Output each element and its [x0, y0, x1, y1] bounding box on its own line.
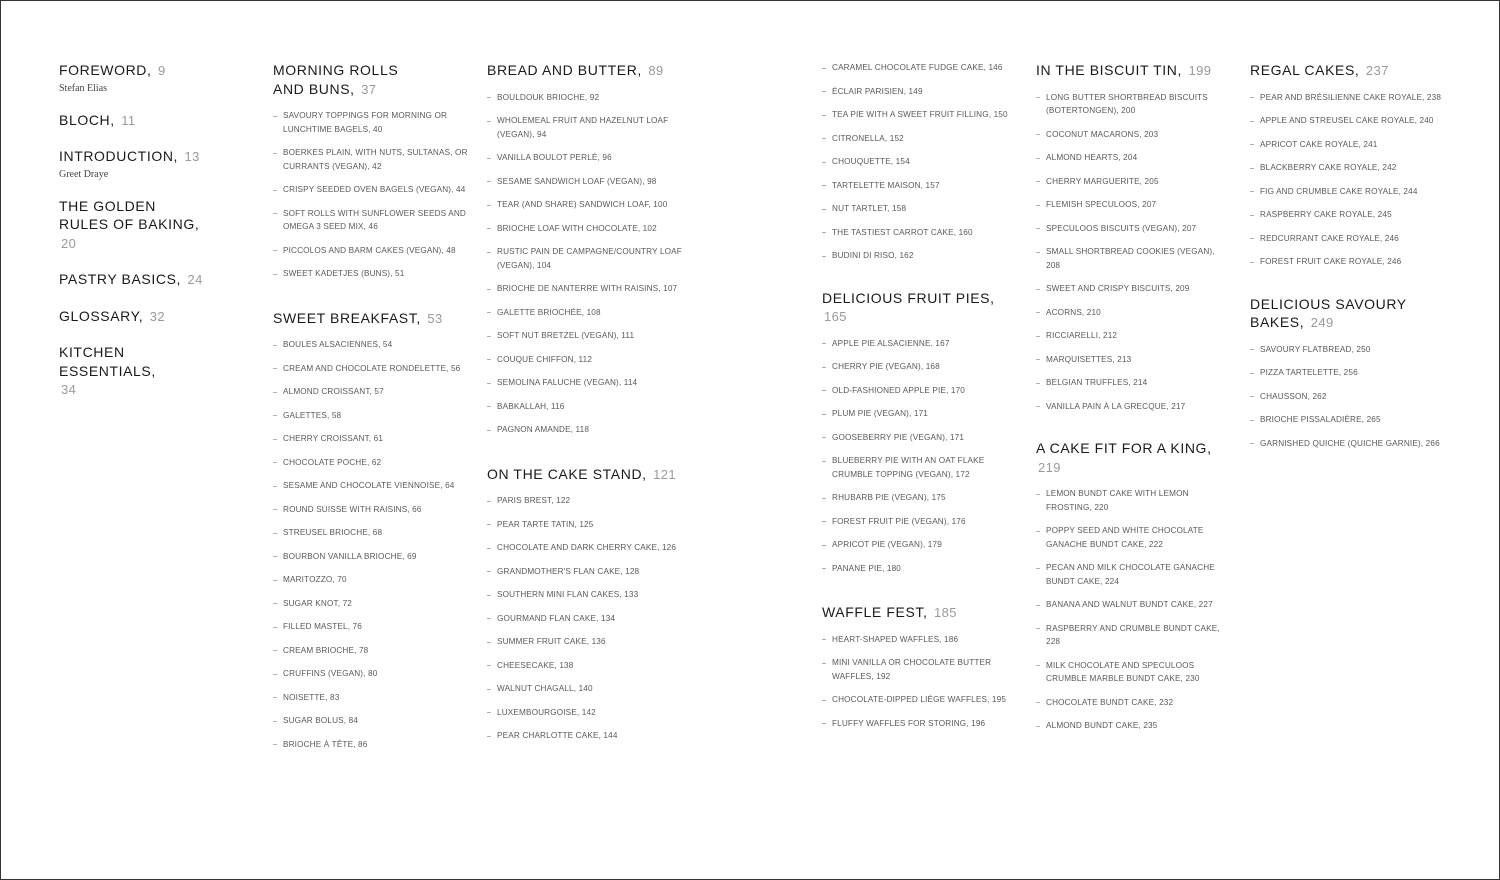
fm-title: THE GOLDEN RULES OF BAKING	[59, 197, 195, 232]
section-title: IN THE BISCUIT TIN	[1036, 62, 1178, 78]
recipe-entry: COCONUT MACARONS, 203	[1036, 128, 1231, 142]
recipe-entry: SPECULOOS BISCUITS (VEGAN), 207	[1036, 222, 1231, 236]
section-regal-cakes: REGAL CAKES, 237 PEAR AND BRÉSILIENNE CAKE ROYALE, 238 APPLE AND STREUSEL CAKE ROYALE, 240 APRICOT CAKE ROYALE, 241 BLACKBERRY CAKE ROYALE, 242 FIG AND CRUMBLE CAKE ROYALE, 244 RASPBERRY CAKE ROYALE, 245 REDCURRANT CAKE ROYALE, 246 FOREST FRUIT CAKE ROYALE, 246	[1250, 61, 1450, 269]
contents-column-5	[1036, 61, 1231, 751]
recipe-entry: SOFT ROLLS WITH SUNFLOWER SEEDS AND OMEGA 3 SEED MIX, 46	[273, 207, 468, 234]
recipe-entry: FOREST FRUIT CAKE ROYALE, 246	[1250, 255, 1450, 269]
recipe-entry: GALETTE BRIOCHÉE, 108	[487, 306, 682, 320]
recipe-entry: STREUSEL BRIOCHE, 68	[273, 526, 468, 540]
section-page: 249	[1310, 315, 1334, 330]
recipe-list	[822, 61, 1017, 263]
recipe-entry: SAVOURY TOPPINGS FOR MORNING OR LUNCHTIME BAGELS, 40	[273, 109, 468, 136]
section-page: 37	[361, 81, 377, 97]
front-matter-column	[59, 61, 249, 417]
recipe-entry: CHOCOLATE POCHE, 62	[273, 456, 468, 470]
recipe-entry: SOFT NUT BRETZEL (VEGAN), 111	[487, 329, 682, 343]
section-title: REGAL CAKES	[1250, 62, 1355, 78]
recipe-entry: RHUBARB PIE (VEGAN), 175	[822, 491, 1017, 505]
recipe-entry: RICCIARELLI, 212	[1036, 329, 1231, 343]
recipe-entry: LEMON BUNDT CAKE WITH LEMON FROSTING, 220	[1036, 487, 1231, 514]
fm-author: Greet Draye	[59, 168, 109, 180]
fm-pastry-basics: PASTRY BASICS, 24	[59, 271, 203, 287]
recipe-entry: CHEESECAKE, 138	[487, 659, 682, 673]
recipe-entry: BRIOCHE À TÊTE, 86	[273, 738, 468, 752]
section-delicious-savoury-bakes: DELICIOUS SAVOURY BAKES, 249 SAVOURY FLATBREAD, 250 PIZZA TARTELETTE, 256 CHAUSSON, 262 BRIOCHE PISSALADIÈRE, 265 GARNISHED QUICHE (QUICHE GARNIE), 266	[1250, 295, 1450, 451]
recipe-entry: CRISPY SEEDED OVEN BAGELS (VEGAN), 44	[273, 183, 468, 197]
section-on-the-cake-stand: ON THE CAKE STAND, 121 PARIS BREST, 122 PEAR TARTE TATIN, 125 CHOCOLATE AND DARK CHERRY CAKE, 126 GRANDMOTHER'S FLAN CAKE, 128 SOUTHERN MINI FLAN CAKES, 133 GOURMAND FLAN CAKE, 134 SUMMER FRUIT CAKE, 136 CHEESECAKE, 138 WALNUT CHAGALL, 140 LUXEMBOURGOISE, 142 PEAR CHARLOTTE CAKE, 144	[487, 465, 682, 743]
recipe-list	[487, 91, 682, 437]
recipe-list	[273, 338, 468, 751]
recipe-entry: VANILLA BOULOT PERLÉ, 96	[487, 151, 682, 165]
recipe-entry: SAVOURY FLATBREAD, 250	[1250, 343, 1450, 357]
section-page: 237	[1365, 63, 1389, 78]
recipe-entry: TEA PIE WITH A SWEET FRUIT FILLING, 150	[822, 108, 1017, 122]
recipe-entry: OLD-FASHIONED APPLE PIE, 170	[822, 384, 1017, 398]
recipe-entry: CHAUSSON, 262	[1250, 390, 1450, 404]
section-page: 219	[1038, 459, 1061, 475]
section-page: 199	[1188, 63, 1212, 78]
recipe-entry: CHOCOLATE-DIPPED LIÈGE WAFFLES, 195	[822, 693, 1017, 707]
fm-kitchen-essentials: KITCHEN ESSENTIALS, 34	[59, 344, 156, 397]
recipe-entry: TARTELETTE MAISON, 157	[822, 179, 1017, 193]
recipe-list	[1250, 343, 1450, 451]
recipe-entry: GRANDMOTHER'S FLAN CAKE, 128	[487, 565, 682, 579]
section-waffle-fest: WAFFLE FEST, 185 HEART-SHAPED WAFFLES, 186 MINI VANILLA OR CHOCOLATE BUTTER WAFFLES, 192 CHOCOLATE-DIPPED LIÈGE WAFFLES, 195 FLUFFY WAFFLES FOR STORING, 196	[822, 603, 1017, 730]
recipe-entry: RASPBERRY AND CRUMBLE BUNDT CAKE, 228	[1036, 622, 1231, 649]
recipe-entry: CRUFFINS (VEGAN), 80	[273, 667, 468, 681]
recipe-entry: APRICOT CAKE ROYALE, 241	[1250, 138, 1450, 152]
section-title: WAFFLE FEST	[822, 604, 923, 620]
fm-title: FOREWORD	[59, 62, 148, 78]
fm-title: KITCHEN ESSENTIALS	[59, 344, 152, 379]
recipe-entry: PEAR AND BRÉSILIENNE CAKE ROYALE, 238	[1250, 91, 1450, 105]
fm-page: 34	[61, 382, 77, 397]
recipe-entry: BELGIAN TRUFFLES, 214	[1036, 376, 1231, 390]
recipe-entry: CHERRY CROISSANT, 61	[273, 432, 468, 446]
recipe-entry: FILLED MASTEL, 76	[273, 620, 468, 634]
recipe-entry: BOULDOUK BRIOCHE, 92	[487, 91, 682, 105]
recipe-entry: CITRONELLA, 152	[822, 132, 1017, 146]
fm-page: 13	[184, 149, 200, 164]
recipe-entry: MILK CHOCOLATE AND SPECULOOS CRUMBLE MARBLE BUNDT CAKE, 230	[1036, 659, 1231, 686]
recipe-entry: FIG AND CRUMBLE CAKE ROYALE, 244	[1250, 185, 1450, 199]
recipe-entry: HEART-SHAPED WAFFLES, 186	[822, 633, 1017, 647]
recipe-entry: RUSTIC PAIN DE CAMPAGNE/COUNTRY LOAF (VEGAN), 104	[487, 245, 682, 272]
recipe-entry: FLUFFY WAFFLES FOR STORING, 196	[822, 717, 1017, 731]
recipe-entry: GOURMAND FLAN CAKE, 134	[487, 612, 682, 626]
recipe-entry: SEMOLINA FALUCHE (VEGAN), 114	[487, 376, 682, 390]
recipe-entry: SESAME SANDWICH LOAF (VEGAN), 98	[487, 175, 682, 189]
recipe-list	[822, 633, 1017, 731]
recipe-entry: SUGAR KNOT, 72	[273, 597, 468, 611]
fm-title: PASTRY BASICS	[59, 271, 177, 287]
recipe-entry: FLEMISH SPECULOOS, 207	[1036, 198, 1231, 212]
recipe-entry: GALETTES, 58	[273, 409, 468, 423]
fm-title: GLOSSARY	[59, 307, 139, 324]
recipe-entry: GARNISHED QUICHE (QUICHE GARNIE), 266	[1250, 437, 1450, 451]
recipe-entry: ALMOND CROISSANT, 57	[273, 385, 468, 399]
contents-column-6	[1250, 61, 1450, 468]
contents-column-3	[487, 61, 682, 761]
fm-page: 20	[61, 235, 77, 251]
recipe-entry: PICCOLOS AND BARM CAKES (VEGAN), 48	[273, 244, 468, 258]
recipe-entry: BOULES ALSACIENNES, 54	[273, 338, 468, 352]
section-title: A CAKE FIT FOR A KING	[1036, 440, 1208, 456]
recipe-list	[1250, 91, 1450, 269]
recipe-entry: LONG BUTTER SHORTBREAD BISCUITS (BOTERTONGEN), 200	[1036, 91, 1231, 118]
fm-title: INTRODUCTION	[59, 148, 174, 164]
fm-golden-rules: THE GOLDEN RULES OF BAKING, 20	[59, 197, 200, 251]
recipe-entry: FOREST FRUIT PIE (VEGAN), 176	[822, 515, 1017, 529]
recipe-entry: PLUM PIE (VEGAN), 171	[822, 407, 1017, 421]
recipe-entry: SMALL SHORTBREAD COOKIES (VEGAN), 208	[1036, 245, 1231, 272]
recipe-list	[1036, 487, 1231, 733]
recipe-entry: ROUND SUISSE WITH RAISINS, 66	[273, 503, 468, 517]
recipe-entry: MARQUISETTES, 213	[1036, 353, 1231, 367]
recipe-entry: ALMOND HEARTS, 204	[1036, 151, 1231, 165]
recipe-entry: PANANE PIE, 180	[822, 562, 1017, 576]
recipe-entry: POPPY SEED AND WHITE CHOCOLATE GANACHE BUNDT CAKE, 222	[1036, 524, 1231, 551]
recipe-entry: GOOSEBERRY PIE (VEGAN), 171	[822, 431, 1017, 445]
recipe-entry: SOUTHERN MINI FLAN CAKES, 133	[487, 588, 682, 602]
recipe-entry: ÉCLAIR PARISIEN, 149	[822, 85, 1017, 99]
fm-author: Stefan Elias	[59, 82, 108, 94]
fm-foreword: FOREWORD, 9 Stefan Elias	[59, 61, 249, 94]
recipe-entry: LUXEMBOURGOISE, 142	[487, 706, 682, 720]
recipe-entry: CHERRY MARGUERITE, 205	[1036, 175, 1231, 189]
section-page: 53	[427, 310, 443, 326]
recipe-entry: REDCURRANT CAKE ROYALE, 246	[1250, 232, 1450, 246]
fm-page: 11	[121, 112, 136, 128]
recipe-entry: CREAM AND CHOCOLATE RONDELETTE, 56	[273, 362, 468, 376]
fm-page: 32	[149, 308, 166, 324]
recipe-entry: SESAME AND CHOCOLATE VIENNOISE, 64	[273, 479, 468, 493]
recipe-entry: SUMMER FRUIT CAKE, 136	[487, 635, 682, 649]
recipe-entry: SUGAR BOLUS, 84	[273, 714, 468, 728]
section-in-the-biscuit-tin: IN THE BISCUIT TIN, 199 LONG BUTTER SHORTBREAD BISCUITS (BOTERTONGEN), 200 COCONUT MACARONS, 203 ALMOND HEARTS, 204 CHERRY MARGUERITE, 205 FLEMISH SPECULOOS, 207 SPECULOOS BISCUITS (VEGAN), 207 SMALL SHORTBREAD COOKIES (VEGAN), 208 SWEET AND CRISPY BISCUITS, 209 ACORNS, 210 RICCIARELLI, 212 MARQUISETTES, 213 BELGIAN TRUFFLES, 214 VANILLA PAIN À LA GRECQUE, 217	[1036, 61, 1231, 413]
recipe-entry: TEAR (AND SHARE) SANDWICH LOAF, 100	[487, 198, 682, 212]
recipe-entry: PEAR TARTE TATIN, 125	[487, 518, 682, 532]
recipe-list	[822, 337, 1017, 576]
section-delicious-fruit-pies: DELICIOUS FRUIT PIES, 165 APPLE PIE ALSACIENNE, 167 CHERRY PIE (VEGAN), 168 OLD-FASHIONED APPLE PIE, 170 PLUM PIE (VEGAN), 171 GOOSEBERRY PIE (VEGAN), 171 BLUEBERRY PIE WITH AN OAT FLAKE CRUMBLE TOPPING (VEGAN), 172 RHUBARB PIE (VEGAN), 175 FOREST FRUIT PIE (VEGAN), 176 APRICOT PIE (VEGAN), 179 PANANE PIE, 180	[822, 289, 1017, 576]
recipe-entry: MARITOZZO, 70	[273, 573, 468, 587]
section-morning-rolls: MORNING ROLLS AND BUNS, 37 SAVOURY TOPPINGS FOR MORNING OR LUNCHTIME BAGELS, 40 BOERKES PLAIN, WITH NUTS, SULTANAS, OR CURRANTS (VEGAN), 42 CRISPY SEEDED OVEN BAGELS (VEGAN), 44 SOFT ROLLS WITH SUNFLOWER SEEDS AND OMEGA 3 SEED MIX, 46 PICCOLOS AND BARM CAKES (VEGAN), 48 SWEET KADETJES (BUNS), 51	[273, 61, 468, 281]
fm-page: 9	[158, 63, 166, 78]
recipe-entry: BUDINI DI RISO, 162	[822, 249, 1017, 263]
recipe-entry: PEAR CHARLOTTE CAKE, 144	[487, 729, 682, 743]
recipe-entry: BLACKBERRY CAKE ROYALE, 242	[1250, 161, 1450, 175]
recipe-entry: PIZZA TARTELETTE, 256	[1250, 366, 1450, 380]
recipe-entry: BABKALLAH, 116	[487, 400, 682, 414]
recipe-entry: PECAN AND MILK CHOCOLATE GANACHE BUNDT CAKE, 224	[1036, 561, 1231, 588]
recipe-entry: APPLE AND STREUSEL CAKE ROYALE, 240	[1250, 114, 1450, 128]
section-bread-and-butter: BREAD AND BUTTER, 89 BOULDOUK BRIOCHE, 92 WHOLEMEAL FRUIT AND HAZELNUT LOAF (VEGAN), 94 VANILLA BOULOT PERLÉ, 96 SESAME SANDWICH LOAF (VEGAN), 98 TEAR (AND SHARE) SANDWICH LOAF, 100 BRIOCHE LOAF WITH CHOCOLATE, 102 RUSTIC PAIN DE CAMPAGNE/COUNTRY LOAF (VEGAN), 104 BRIOCHE DE NANTERRE WITH RAISINS, 107 GALETTE BRIOCHÉE, 108 SOFT NUT BRETZEL (VEGAN), 111 COUQUE CHIFFON, 112 SEMOLINA FALUCHE (VEGAN), 114 BABKALLAH, 116 PAGNON AMANDE, 118	[487, 61, 682, 437]
recipe-entry: ALMOND BUNDT CAKE, 235	[1036, 719, 1231, 733]
section-title: DELICIOUS FRUIT PIES	[822, 289, 991, 306]
recipe-entry: VANILLA PAIN À LA GRECQUE, 217	[1036, 400, 1231, 414]
section-cake-fit-for-a-king: A CAKE FIT FOR A KING, 219 LEMON BUNDT CAKE WITH LEMON FROSTING, 220 POPPY SEED AND WHITE CHOCOLATE GANACHE BUNDT CAKE, 222 PECAN AND MILK CHOCOLATE GANACHE BUNDT CAKE, 224 BANANA AND WALNUT BUNDT CAKE, 227 RASPBERRY AND CRUMBLE BUNDT CAKE, 228 MILK CHOCOLATE AND SPECULOOS CRUMBLE MARBLE BUNDT CAKE, 230 CHOCOLATE BUNDT CAKE, 232 ALMOND BUNDT CAKE, 235	[1036, 439, 1231, 733]
recipe-entry: CHOCOLATE BUNDT CAKE, 232	[1036, 696, 1231, 710]
recipe-entry: NOISETTE, 83	[273, 691, 468, 705]
recipe-entry: MINI VANILLA OR CHOCOLATE BUTTER WAFFLES, 192	[822, 656, 1017, 683]
section-page: 89	[648, 63, 664, 78]
section-title: ON THE CAKE STAND	[487, 465, 643, 482]
fm-page: 24	[187, 272, 203, 287]
recipe-entry: WHOLEMEAL FRUIT AND HAZELNUT LOAF (VEGAN), 94	[487, 114, 682, 141]
recipe-entry: SWEET KADETJES (BUNS), 51	[273, 267, 468, 281]
recipe-entry: BOURBON VANILLA BRIOCHE, 69	[273, 550, 468, 564]
contents-column-2	[273, 61, 468, 769]
fm-glossary: GLOSSARY, 32	[59, 307, 166, 324]
fm-title: BLOCH	[59, 111, 111, 128]
recipe-entry: BOERKES PLAIN, WITH NUTS, SULTANAS, OR CURRANTS (VEGAN), 42	[273, 146, 468, 173]
section-page: 121	[653, 466, 677, 482]
recipe-entry: WALNUT CHAGALL, 140	[487, 682, 682, 696]
recipe-entry: THE TASTIEST CARROT CAKE, 160	[822, 226, 1017, 240]
recipe-entry: RASPBERRY CAKE ROYALE, 245	[1250, 208, 1450, 222]
recipe-entry: NUT TARTLET, 158	[822, 202, 1017, 216]
recipe-entry: APRICOT PIE (VEGAN), 179	[822, 538, 1017, 552]
contents-column-4	[822, 61, 1017, 748]
recipe-entry: PARIS BREST, 122	[487, 494, 682, 508]
recipe-entry: CARAMEL CHOCOLATE FUDGE CAKE, 146	[822, 61, 1017, 75]
recipe-entry: SWEET AND CRISPY BISCUITS, 209	[1036, 282, 1231, 296]
fm-bloch: BLOCH, 11	[59, 111, 136, 128]
section-title: SWEET BREAKFAST	[273, 309, 417, 326]
section-title: BREAD AND BUTTER	[487, 62, 638, 78]
recipe-entry: COUQUE CHIFFON, 112	[487, 353, 682, 367]
recipe-entry: CHOUQUETTE, 154	[822, 155, 1017, 169]
section-title: DELICIOUS SAVOURY BAKES	[1250, 295, 1407, 330]
fm-introduction: INTRODUCTION, 13 Greet Draye	[59, 147, 249, 180]
recipe-entry: ACORNS, 210	[1036, 306, 1231, 320]
section-page: 185	[933, 605, 957, 620]
section-cake-stand-continued	[822, 61, 1017, 263]
section-title: MORNING ROLLS AND BUNS	[273, 62, 399, 97]
recipe-entry: PAGNON AMANDE, 118	[487, 423, 682, 437]
recipe-entry: BRIOCHE DE NANTERRE WITH RAISINS, 107	[487, 282, 682, 296]
recipe-list	[273, 109, 468, 281]
recipe-entry: BLUEBERRY PIE WITH AN OAT FLAKE CRUMBLE TOPPING (VEGAN), 172	[822, 454, 1017, 481]
recipe-entry: APPLE PIE ALSACIENNE, 167	[822, 337, 1017, 351]
recipe-list	[1036, 91, 1231, 414]
recipe-list	[487, 494, 682, 743]
section-page: 165	[824, 309, 847, 324]
section-sweet-breakfast: SWEET BREAKFAST, 53 BOULES ALSACIENNES, 54 CREAM AND CHOCOLATE RONDELETTE, 56 ALMOND CROISSANT, 57 GALETTES, 58 CHERRY CROISSANT, 61 CHOCOLATE POCHE, 62 SESAME AND CHOCOLATE VIENNOISE, 64 ROUND SUISSE WITH RAISINS, 66 STREUSEL BRIOCHE, 68 BOURBON VANILLA BRIOCHE, 69 MARITOZZO, 70 SUGAR KNOT, 72 FILLED MASTEL, 76 CREAM BRIOCHE, 78 CRUFFINS (VEGAN), 80 NOISETTE, 83 SUGAR BOLUS, 84 BRIOCHE À TÊTE, 86	[273, 309, 468, 752]
recipe-entry: BRIOCHE PISSALADIÈRE, 265	[1250, 413, 1450, 427]
recipe-entry: BANANA AND WALNUT BUNDT CAKE, 227	[1036, 598, 1231, 612]
recipe-entry: BRIOCHE LOAF WITH CHOCOLATE, 102	[487, 222, 682, 236]
recipe-entry: CREAM BRIOCHE, 78	[273, 644, 468, 658]
recipe-entry: CHOCOLATE AND DARK CHERRY CAKE, 126	[487, 541, 682, 555]
recipe-entry: CHERRY PIE (VEGAN), 168	[822, 360, 1017, 374]
